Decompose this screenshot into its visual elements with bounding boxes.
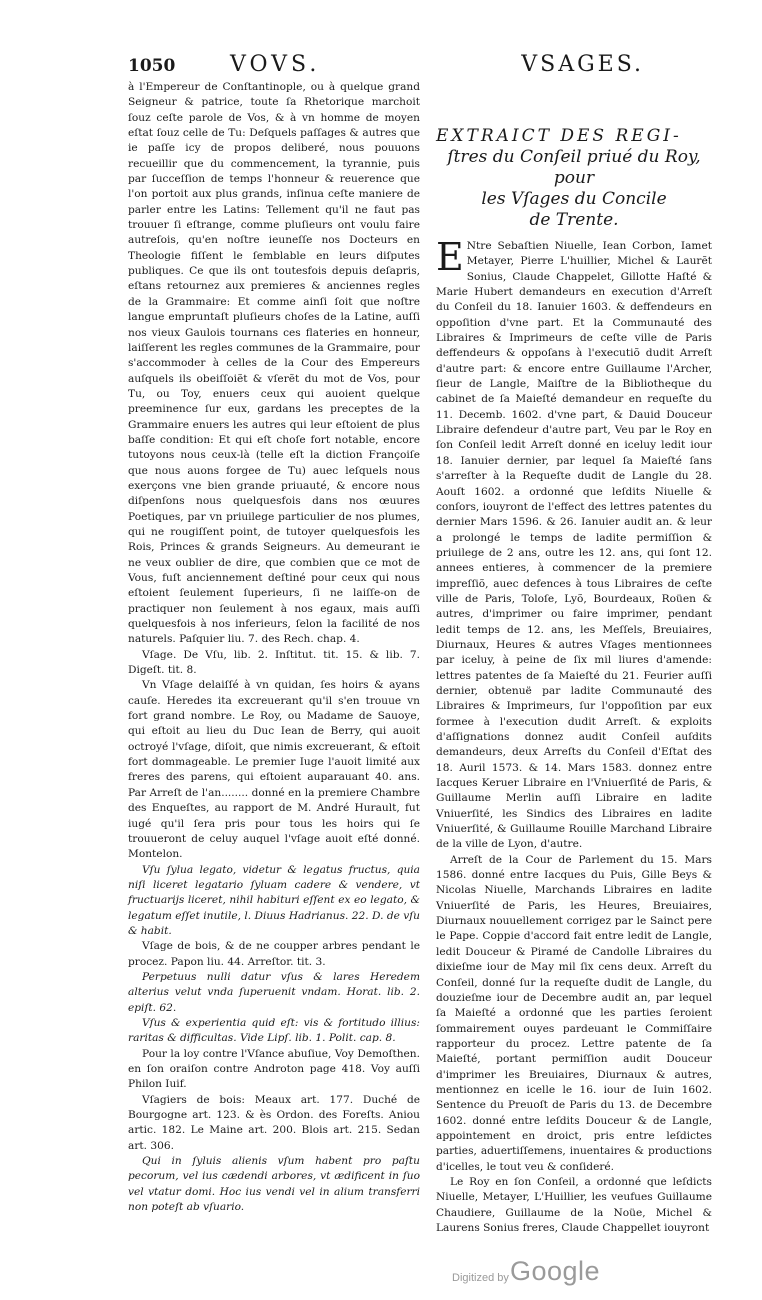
digitized-label: Digitized by <box>452 1272 509 1284</box>
left-paragraph: Vn Vſage delaiſſé à vn quidan, ſes hoirs & ayans cauſe. Heredes ita excreuerant qu'il s'en trouue vn fort grand nombre. Le Roy, ou Madame de Sauoye, qui eſtoit au lieu du Duc Iean de Berry, qui auoit octroyé l'vſage, diſoit, que nimis excreuerant, & eſtoit fort dommageable. Le premier Iuge l'auoit limité aux freres des parens, qui eſtoient auparauant 40. ans. Par Arreſt de l'an........ donné en la premiere Chambre des Enqueſtes, au rapport de M. André Hurault, fut iugé qu'il ſera pris pour tous les hoirs qui ſe trouueront de celuy auquel l'vſage auoit eſté donné. Montelon. <box>128 679 420 861</box>
left-paragraph: à l'Empereur de Conſtantinople, ou à quelque grand Seigneur & patrice, toute ſa Rhetorique marchoit ſouz ceſte parole de Vos, & à vn homme de moyen eſtat ſouz celle de Tu: Deſquels paſſages & autres que ie paſſe icy de propos deliberé, nous pouuons recueillir que du commencement, la tyrannie, puis par ſucceſſion de temps l'honneur & reuerence que l'on portoit aux plus grands, inſinua ceſte maniere de parler entre les Latins: Tellement qu'il ne faut pas trouuer ſi eſtrange, comme pluſieurs ont voulu faire autreſois, qu'en noſtre ieuneſſe nos Docteurs en Theologie fiſſent le ſemblable en leurs diſputes publiques. Ce que ils ont toutesfois depuis deſapris, eſtans retournez aux premieres & anciennes regles de la Grammaire: Et comme ainſi ſoit que noſtre langue empruntaſt pluſieurs choſes de la Latine, auſſi nos vieux Gaulois tournans ces flateries en honneur, laiſſerent les regles communes de la Grammaire, pour s'accommoder à celles de la Cour des Empereurs auſquels ils obeiſſoiẽt & vſerẽt du mot de Vos, pour Tu, ou Toy, enuers ceux qui auoient quelque preeminence ſur eux, gardans les preceptes de la Grammaire enuers les autres qui leur eſtoient de plus baſſe condition: Et qui eſt choſe fort notable, encore tutoyons nous ceux-là (telle eſt la diction Françoiſe que nous auons forgee de Tu) auec leſquels nous exerçons vne bien grande priuauté, & encore nous diſpenſons nous quelquesfois dans nos œuures Poetiques, par vn priuilege particulier de nos plumes, qui ne rougiſſent point, de tutoyer quelquesfois les Rois, Princes & grands Seigneurs. Au demeurant ie ne veux oublier de dire, que combien que ce mot de Vous, fuſt anciennement deſtiné pour ceux qui nous eſtoient ſeulement ſuperieurs, ſi ne laiſſe-on de practiquer non ſeulement à nos egaux, mais auſſi quelquesfois à nos inferieurs, ſelon la facilité de nos naturels. Paſquier liu. 7. des Rech. chap. 4. <box>128 81 420 646</box>
extract-title <box>436 126 712 231</box>
title-line: EXTRAICT DES REGI- <box>436 126 682 146</box>
google-wordmark: Google <box>510 1256 601 1286</box>
left-paragraph: Pour la loy contre l'Vſance abuſiue, Voy Demoſthen. en ſon oraiſon contre Androton page 418. Voy auſſi Philon Iuif. <box>128 1047 420 1091</box>
digitized-watermark <box>452 1256 612 1290</box>
right-paragraph: Arreſt de la Cour de Parlement du 15. Mars 1586. donné entre Iacques du Puis, Gille Beys & Nicolas Niuelle, Marchands Libraires en ladite Vniuerſité de Paris, les Heures, Breuiaires, Diurnaux nouuellement corrigez par le Sainct pere le Pape. Coppie d'accord fait entre ledit de Langle, ledit Douceur & Piramé de Candolle Libraires du dixieſme iour de May mil ſix cens deux. Arreſt du Conſeil, donné ſur la requeſte dudit de Langle, du douzieſme iour de Decembre audit an, par lequel ſa Maieſté a ordonné que les parties ſeroient ſommairement ouyes pardeuant le Commiſſaire rapporteur du procez. Lettre patente de ſa Maieſté, portant permiſſion audit Douceur d'imprimer les Breuiaires, Diurnaux & autres, mentionnez en icelle le 16. iour de Iuin 1602. Sentence du Preuoſt de Paris du 13. de Decembre 1602. donné entre leſdits Douceur & de Langle, appointement en droict, pris entre leſdictes parties, aduertiſſemens, inuentaires & productions d'icelles, le tout veu & conſideré. <box>436 853 712 1173</box>
left-paragraph: Vſage. De Vſu, lib. 2. Inſtitut. tit. 15. & lib. 7. Digeſt. tit. 8. <box>128 648 420 677</box>
title-line: les Vſages du Concile <box>481 189 667 209</box>
drop-cap: E <box>436 235 464 279</box>
left-running-title: VOVS. <box>230 52 321 77</box>
right-paragraph <box>436 235 712 853</box>
right-column <box>436 80 712 1234</box>
left-paragraph: Qui in ſyluis alienis vſum habent pro paſtu pecorum, vel ius cædendi arbores, vt ædificent in ſuo vel vtatur domi. Hoc ius vendi vel in alium transferri non poteſt ab vſuario. <box>128 1155 420 1214</box>
left-paragraph: Vſage de bois, & de ne coupper arbres pendant le procez. Papon liu. 44. Arreſtor. tit. 3. <box>128 940 420 968</box>
page-number: 1050 <box>128 56 176 76</box>
paragraph-text: Ntre Sebaſtien Niuelle, Iean Corbon, Iamet Metayer, Pierre L'huillier, Michel & Laurẽt Sonius, Claude Chappelet, Gillotte Haſté & Marie Hubert demandeurs en execution d'Arreſt du Conſeil du 18. Ianuier 1603. & deffendeurs en oppoſition d'vne part. Et la Communauté des Libraires & Imprimeurs de ceſte ville de Paris deffendeurs & oppoſans à l'executiõ dudit Arreſt d'autre part: & encore entre Guillaume l'Archer, ſieur de Langle, Maiſtre de la Bibliotheque du cabinet de ſa Maieſté demandeur en requeſte du 11. Decemb. 1602. d'vne part, & Dauid Douceur Libraire defendeur d'autre part, Veu par le Roy en ſon Conſeil ledit Arreſt donné en iceluy ledit iour 18. Ianuier dernier, par lequel ſa Maieſté ſans s'arreſter à la Requeſte dudit de Langle du 28. Aouſt 1602. a ordonné que leſdits Niuelle & conſors, iouyront de l'effect des lettres patentes du dernier Mars 1596. & 26. Ianuier audit an. & leur a prolongé le temps de ladite permiſſion & priuilege de 2 ans, outre les 12. ans, qui ſont 12. annees entieres, à commencer de la premiere impreſſiõ, auec defences à tous Libraires de ceſte ville de Paris, Toloſe, Lyõ, Bourdeaux, Roüen & autres, d'imprimer ou faire imprimer, pendant ledit temps de 12. ans, les Meſſels, Breuiaires, Diurnaux, Heures & autres Vſages mentionnees par iceluy, à peine de ſix mil liures d'amende: lettres patentes de ſa Maieſté du 21. Feurier auſſi dernier, obtenuë par ladite Communauté des Libraires & Imprimeurs, ſur l'oppoſition par eux formee à l'execution dudit Arreſt. & exploits d'aſſignations donnez audit Conſeil auſdits demandeurs, deux Arreſts du Conſeil d'Eſtat des 18. Auril 1573. & 14. Mars 1583. donnez entre Iacques Keruer Libraire en l'Vniuerſité de Paris, & Guillaume Merlin auſſi Libraire en ladite Vniuerſité, les Sindics des Libraires en ladite Vniuerſité, & Guillaume Rouille Marchand Libraire de la ville de Lyon, d'autre. <box>436 240 712 851</box>
title-line: de Trente. <box>529 210 619 230</box>
right-paragraph: Le Roy en ſon Conſeil, a ordonné que leſdicts Niuelle, Metayer, L'Huillier, les veufues Guillaume Chaudiere, Guillaume de la Noüe, Michel & Laurens Sonius freres, Claude Chappellet iouyront <box>436 1175 712 1234</box>
left-paragraph: Vſus & experientia quid eſt: vis & fortitudo illius: raritas & difficultas. Vide Lipſ. lib. 1. Polit. cap. 8. <box>128 1016 420 1045</box>
left-paragraph: Vſagiers de bois: Meaux art. 177. Duché de Bourgogne art. 123. & ès Ordon. des Foreſts. Aniou artic. 182. Le Maine art. 200. Blois art. 215. Sedan art. 306. <box>128 1093 420 1152</box>
right-running-title: VSAGES. <box>521 52 644 77</box>
running-header <box>128 50 644 82</box>
left-column <box>128 80 420 1214</box>
left-paragraph: Vſu ſylua legato, videtur & legatus fructus, quia niſi liceret legatario ſyluam cadere & vendere, vt fructuarijs liceret, nihil habituri eſſent ex eo legato, & legatum eſſet inutile, l. Diuus Hadrianus. 22. D. de vſu & habit. <box>128 863 420 937</box>
title-line: ſtres du Conſeil priué du Roy, pour <box>447 147 701 188</box>
left-paragraph: Perpetuus nulli datur vſus & lares Heredem alterius velut vnda ſuperuenit vndam. Horat. lib. 2. epiſt. 62. <box>128 970 420 1014</box>
